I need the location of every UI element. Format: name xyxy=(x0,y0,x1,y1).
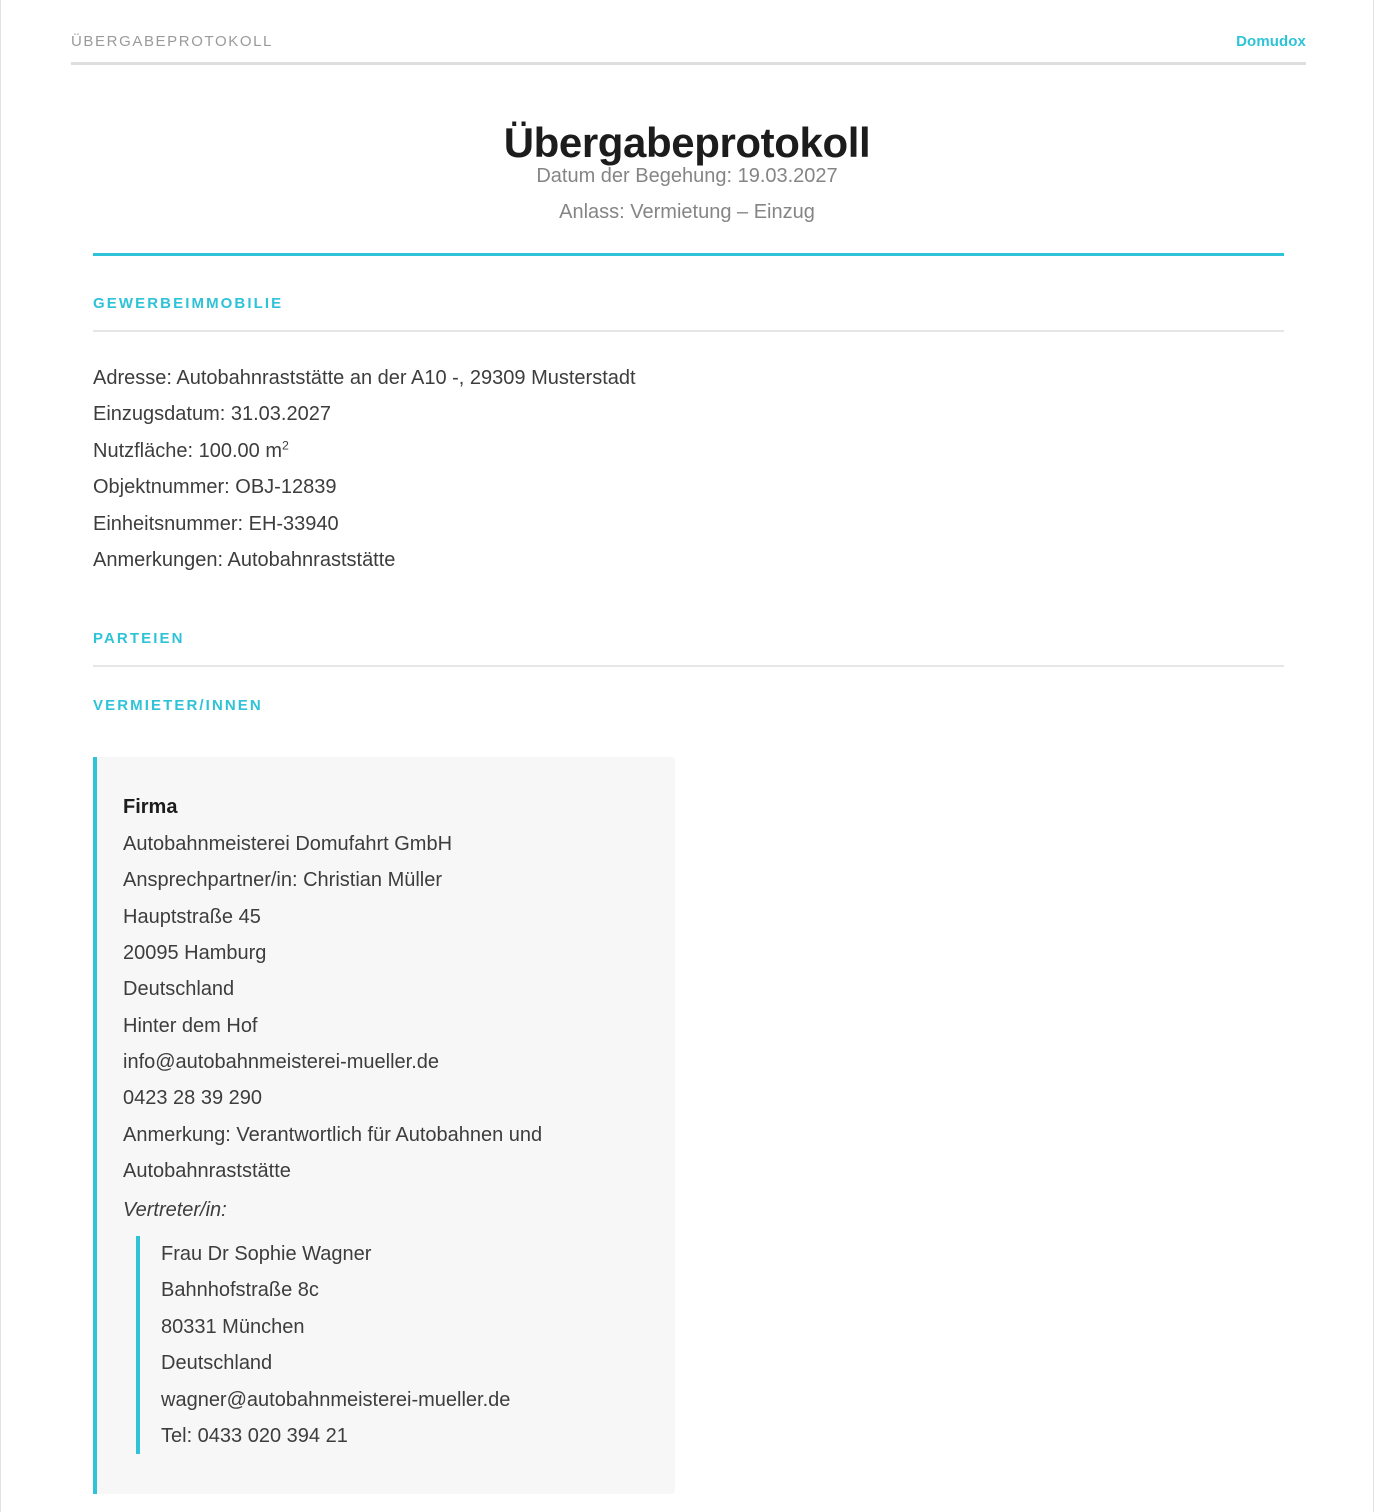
running-header xyxy=(71,34,1306,49)
section-spacer xyxy=(93,578,1284,631)
property-area-exponent: 2 xyxy=(282,438,289,453)
document-body xyxy=(93,296,1284,1494)
representative-email: wagner@autobahnmeisterei-mueller.de xyxy=(161,1388,511,1411)
representative-phone: Tel: 0433 020 394 21 xyxy=(161,1424,348,1447)
party-contact-person: Ansprechpartner/in: Christian Müller xyxy=(123,869,443,892)
page-content-area xyxy=(1,0,1373,1512)
representative-city: 80331 München xyxy=(161,1315,305,1338)
property-area-label: Nutzfläche: 100.00 m xyxy=(93,439,282,462)
party-city: 20095 Hamburg xyxy=(123,941,267,964)
party-country: Deutschland xyxy=(123,978,235,1001)
party-representative-block xyxy=(136,1236,649,1454)
subsection-spacer xyxy=(93,667,1284,698)
section-heading-parties: PARTEIEN xyxy=(93,631,1284,667)
representative-country: Deutschland xyxy=(161,1352,273,1375)
property-notes: Anmerkungen: Autobahnraststätte xyxy=(93,548,396,571)
property-details xyxy=(93,360,1284,578)
property-area xyxy=(93,433,1284,469)
section-heading-landlords: VERMIETER/INNEN xyxy=(93,697,263,715)
running-header-title: ÜBERGABEPROTOKOLL xyxy=(71,33,273,50)
representative-name: Frau Dr Sophie Wagner xyxy=(161,1243,372,1266)
header-divider xyxy=(71,62,1306,65)
party-role: Firma xyxy=(123,796,178,819)
property-unit-number: Einheitsnummer: EH-33940 xyxy=(93,512,339,535)
property-movein-date: Einzugsdatum: 31.03.2027 xyxy=(93,403,331,426)
brand-logo: Domudox xyxy=(1236,33,1306,50)
party-street: Hauptstraße 45 xyxy=(123,905,261,928)
party-company-name: Autobahnmeisterei Domufahrt GmbH xyxy=(123,832,453,855)
representative-street: Bahnhofstraße 8c xyxy=(161,1279,319,1302)
party-card-landlord xyxy=(93,757,675,1494)
property-object-number: Objektnummer: OBJ-12839 xyxy=(93,476,337,499)
accent-divider xyxy=(93,253,1284,256)
party-phone: 0423 28 39 290 xyxy=(123,1087,263,1110)
section-heading-property: GEWERBEIMMOBILIE xyxy=(93,296,1284,332)
inspection-date: Datum der Begehung: 19.03.2027 xyxy=(536,165,838,187)
party-representative-label: Vertreter/in: xyxy=(123,1198,227,1221)
party-email: info@autobahnmeisterei-mueller.de xyxy=(123,1051,440,1074)
page-title: Übergabeprotokoll xyxy=(503,119,871,167)
party-note: Anmerkung: Verantwortlich für Autobahnen und Autobahnraststätte xyxy=(123,1123,543,1183)
property-address: Adresse: Autobahnraststätte an der A10 -, 29309 Musterstadt xyxy=(93,367,636,389)
party-address-extra: Hinter dem Hof xyxy=(123,1014,258,1037)
occasion: Anlass: Vermietung – Einzug xyxy=(559,201,815,223)
